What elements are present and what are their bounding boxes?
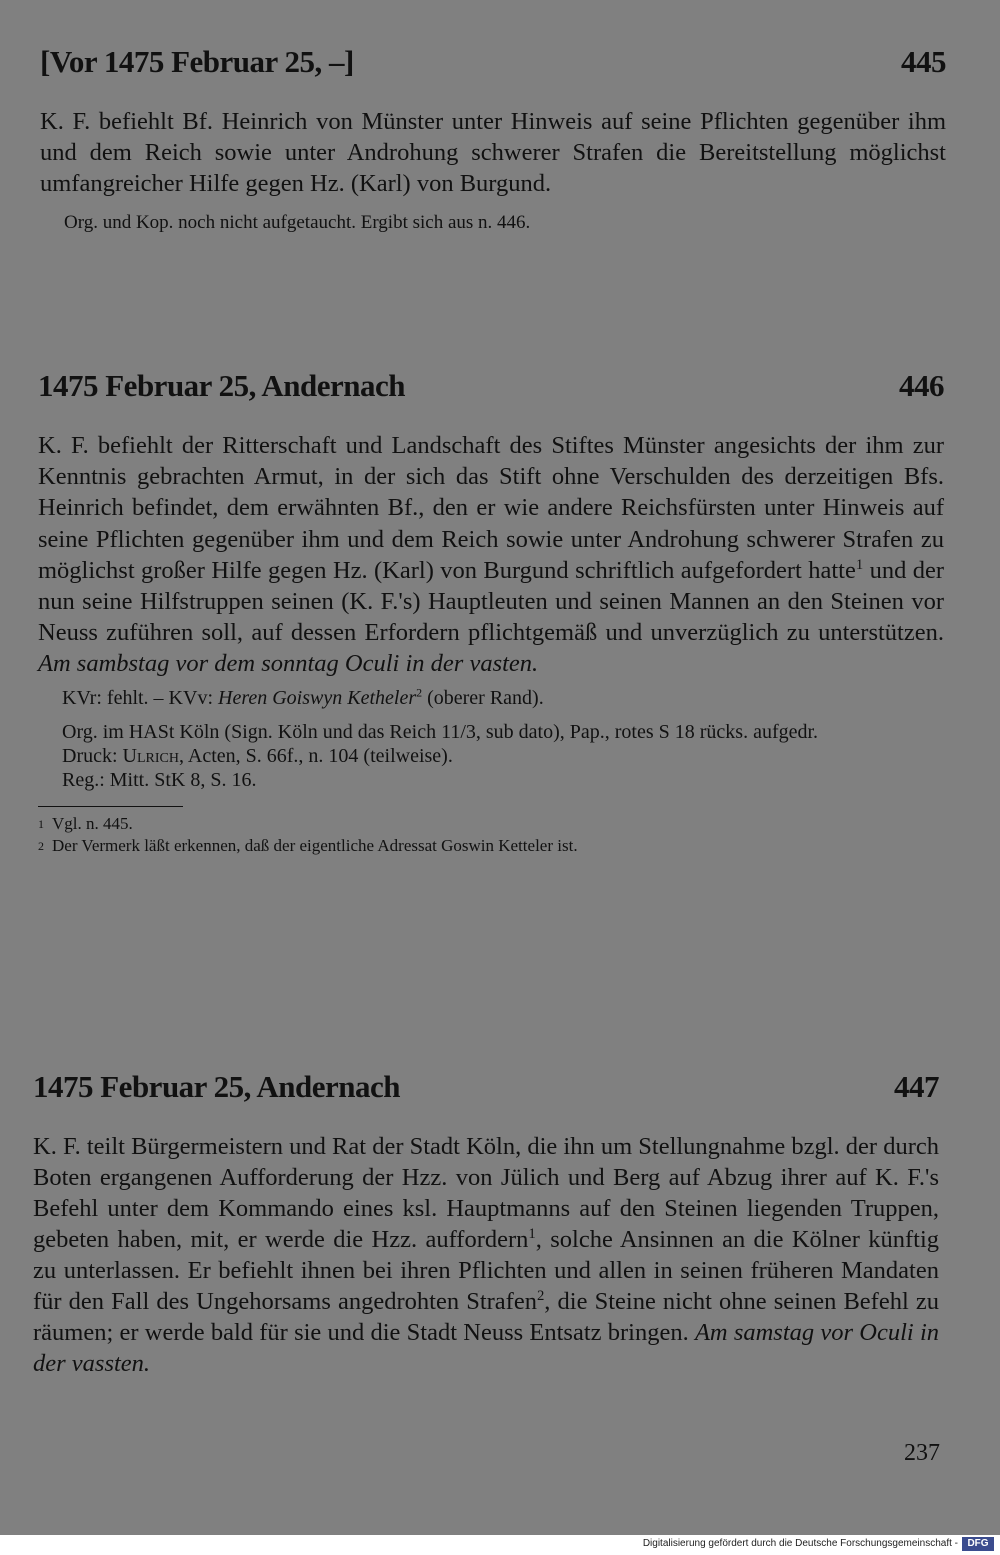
footnote-ref: 2 bbox=[416, 684, 423, 699]
entry-header bbox=[40, 42, 946, 82]
entry-header bbox=[33, 1067, 939, 1107]
entry-445 bbox=[40, 42, 946, 235]
dfg-logo: DFG bbox=[962, 1537, 994, 1551]
footnote-ref: 1 bbox=[528, 1225, 536, 1242]
entry-heading: [Vor 1475 Februar 25, –] bbox=[40, 44, 354, 79]
footnote-divider bbox=[38, 806, 183, 807]
entry-heading: 1475 Februar 25, Andernach bbox=[38, 368, 406, 403]
entry-heading: 1475 Februar 25, Andernach bbox=[33, 1069, 401, 1104]
regest-text: K. F. befiehlt Bf. Heinrich von Münster unter Hinweis auf seine Pflichten gegenüber ihm und dem Reich sowie unter Androhung schwerer Strafen die Bereitstellung möglichst umfangreicher Hilfe gegen Hz. (Karl) von Burgund. bbox=[40, 108, 946, 197]
kanzleivermerk: KVr: fehlt. – KVv: Heren Goiswyn Ketheler$^2$ (oberer Rand). bbox=[62, 684, 544, 709]
original-note: Org. im HASt Köln (Sign. Köln und das Reich 11/3, sub dato), Pap., rotes S 18 rücks. aufgedr. bbox=[62, 720, 819, 743]
funding-note: Digitalisierung gefördert durch die Deutsche Forschungsgemeinschaft - bbox=[642, 1538, 958, 1549]
footnote-ref: 2 bbox=[536, 1287, 545, 1304]
date-formula: Am sambstag vor dem sonntag Oculi in der vasten. bbox=[38, 650, 539, 678]
entry-number: 446 bbox=[899, 368, 944, 403]
date-formula: Am samstag vor Oculi in der vassten. bbox=[33, 1319, 939, 1377]
entry-number: 447 bbox=[894, 1069, 939, 1104]
reg-note: Reg.: Mitt. StK 8, S. 16. bbox=[62, 768, 257, 791]
footer-bar bbox=[0, 1535, 1000, 1555]
entry-header bbox=[38, 366, 944, 406]
footnote: 2 Der Vermerk läßt erkennen, daß der eigentliche Adressat Goswin Ketteler ist. bbox=[38, 835, 578, 855]
regest-text: K. F. teilt Bürgermeistern und Rat der Stadt Köln, die ihn um Stellungnahme bzgl. der durch Boten ergangenen Aufforderung der Hzz. von Jülich und Berg auf Abzug ihrer auf K. F.'s Befehl unter dem Kommando eines ksl. Hauptmanns auf den Steinen liegenden Truppen, gebeten haben, mit, er werde die Hzz. auffordern$^1$, solche Ansinnen an die Kölner künftig zu unterlassen. Er befiehlt ihnen bei ihren Pflichten und allen in seinen früheren Mandaten für den Fall des Ungehorsams angedrohten Strafen$^2$, die Steine nicht ohne seinen Befehl zu räumen; er werde bald für sie und die Stadt Neuss Entsatz bringen. Am samstag vor Oculi in der vassten. bbox=[33, 1133, 940, 1377]
druck-note: Druck: Ulrich, Acten, S. 66f., n. 104 (teilweise). bbox=[62, 744, 453, 767]
page-number: 237 bbox=[904, 1440, 940, 1466]
footnote-ref: 1 bbox=[855, 556, 864, 573]
entry-446 bbox=[38, 366, 944, 857]
footnote: 1 Vgl. n. 445. bbox=[38, 813, 133, 833]
source-note: Org. und Kop. noch nicht aufgetaucht. Ergibt sich aus n. 446. bbox=[64, 212, 531, 233]
entry-number: 445 bbox=[901, 44, 946, 79]
entry-447 bbox=[33, 1067, 939, 1379]
regest-text: K. F. befiehlt der Ritterschaft und Landschaft des Stiftes Münster angesichts der ihm zur Kenntnis gebrachten Armut, in der sich das Stift ohne Verschulden des derzeitigen Bfs. Heinrich befindet, dem erwähnten Bf., den er wie andere Reichsfürsten unter Hinweis auf seine Pflichten gegenüber ihm und dem Reich sowie unter Androhung schwerer Strafen zu möglichst großer Hilfe gegen Hz. (Karl) von Burgund schriftlich aufgefordert hatte$^1$ und der nun seine Hilfstruppen seinen (K. F.'s) Hauptleuten und seinen Mannen an den Steinen vor Neuss zuführen soll, auf dessen Erfordern pflichtgemäß und unverzüglich zu unterstützen. Am sambstag vor dem sonntag Oculi in der vasten. bbox=[38, 432, 944, 678]
